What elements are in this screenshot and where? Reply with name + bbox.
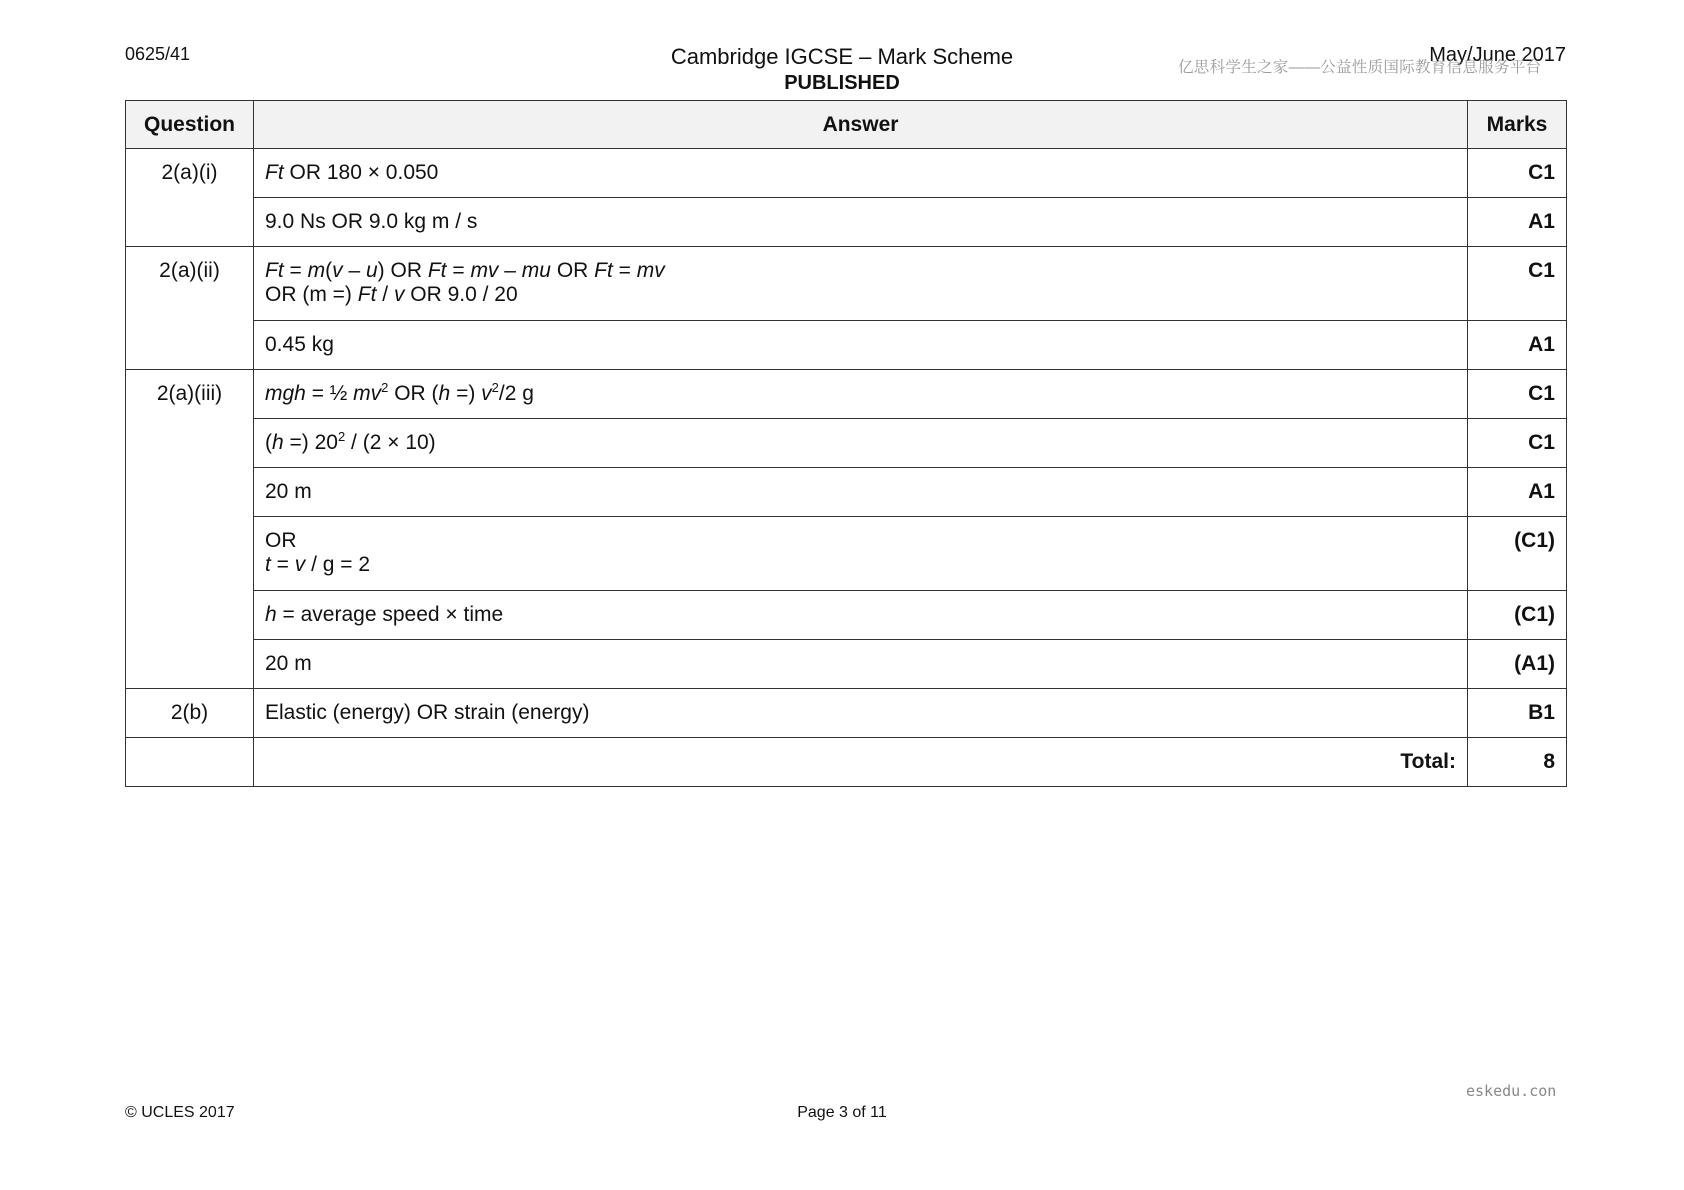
paper-code: 0625/41 <box>125 44 191 64</box>
empty-cell <box>126 738 254 787</box>
exam-session: May/June 2017 <box>1429 44 1566 66</box>
site-watermark: eskedu.con <box>1466 1082 1557 1100</box>
column-header-answer: Answer <box>254 101 1468 149</box>
answer-cell: 20 m <box>254 468 1468 517</box>
mark-cell: A1 <box>1468 198 1567 247</box>
mark-cell: B1 <box>1468 689 1567 738</box>
mark-cell: C1 <box>1468 149 1567 198</box>
mark-cell: A1 <box>1468 321 1567 370</box>
column-header-marks: Marks <box>1468 101 1567 149</box>
document-title: Cambridge IGCSE – Mark Scheme <box>670 44 1014 69</box>
answer-cell: Ft = m(v – u) OR Ft = mv – mu OR Ft = mv OR (m =) Ft / v OR 9.0 / 20 <box>254 247 1468 321</box>
table-row <box>126 370 1567 419</box>
answer-cell: h = average speed × time <box>254 591 1468 640</box>
question-number: 2(a)(i) <box>126 149 254 247</box>
table-row <box>126 419 1567 468</box>
table-row <box>126 640 1567 689</box>
mark-cell: C1 <box>1468 247 1567 321</box>
mark-cell: (C1) <box>1468 591 1567 640</box>
answer-cell: 20 m <box>254 640 1468 689</box>
table-row <box>126 321 1567 370</box>
total-label: Total: <box>254 738 1468 787</box>
mark-cell: (C1) <box>1468 517 1567 591</box>
mark-scheme-table <box>125 100 1567 787</box>
answer-cell: 0.45 kg <box>254 321 1468 370</box>
table-row <box>126 149 1567 198</box>
table-row <box>126 198 1567 247</box>
question-number: 2(b) <box>126 689 254 738</box>
table-row <box>126 517 1567 591</box>
answer-cell: 9.0 Ns OR 9.0 kg m / s <box>254 198 1468 247</box>
total-row <box>126 738 1567 787</box>
answer-cell: mgh = ½ $mv^2$ OR (h =) $v^2/2$ g <box>254 370 1468 419</box>
column-header-question: Question <box>126 101 254 149</box>
answer-cell: Elastic (energy) OR strain (energy) <box>254 689 1468 738</box>
answer-cell: (h =) $20^2 / (2 \times 10)$ <box>254 419 1468 468</box>
published-label: PUBLISHED <box>784 72 900 94</box>
question-number: 2(a)(iii) <box>126 370 254 689</box>
watermark-text: 亿思科学生之家——公益性质国际教育信息服务平台 <box>1178 59 1542 76</box>
copyright: © UCLES 2017 <box>125 1104 235 1121</box>
table-row <box>126 468 1567 517</box>
table-header-row <box>126 101 1567 149</box>
mark-cell: C1 <box>1468 370 1567 419</box>
page-header <box>642 44 1042 96</box>
table-row <box>126 247 1567 321</box>
total-value: 8 <box>1468 738 1567 787</box>
mark-cell: A1 <box>1468 468 1567 517</box>
question-number: 2(a)(ii) <box>126 247 254 370</box>
mark-cell: C1 <box>1468 419 1567 468</box>
table-row <box>126 591 1567 640</box>
answer-cell: OR t = v / g = 2 <box>254 517 1468 591</box>
answer-cell: Ft OR 180 × 0.050 <box>254 149 1468 198</box>
table-row <box>126 689 1567 738</box>
mark-cell: (A1) <box>1468 640 1567 689</box>
page-number: Page 3 of 11 <box>797 1104 887 1121</box>
